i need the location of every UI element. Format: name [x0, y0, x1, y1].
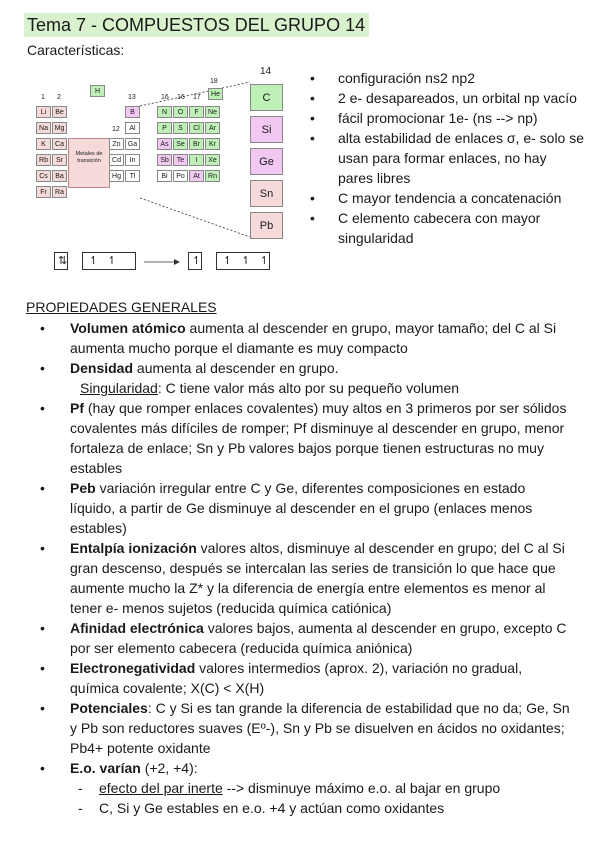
group-label: 13 [128, 94, 136, 101]
element-cell: Ra [52, 186, 67, 198]
element-cell: Al [125, 122, 140, 134]
element-cell: B [125, 106, 140, 118]
property-term: Entalpía ionización [70, 540, 197, 556]
property-item [26, 478, 574, 538]
orbital-box-p-promoted: ↿ ↿ ↿ [216, 252, 270, 270]
element-cell: Po [173, 170, 188, 182]
group-label: 2 [57, 94, 61, 101]
property-text: valores bajos, aumenta al descender en grupo, excepto C por ser elemento cabecera (reducida química aniónica) [70, 620, 567, 656]
property-item [26, 618, 574, 658]
group-14-element: C [250, 84, 283, 111]
characteristic-item: • C mayor tendencia a concatenación [310, 188, 585, 208]
group-label: 1 [41, 94, 45, 101]
property-item [26, 758, 574, 778]
group-label: 17 [193, 94, 201, 101]
element-cell: Xe [205, 154, 220, 166]
group-14-element: Sn [250, 180, 283, 207]
element-cell: O [173, 106, 188, 118]
page-title: Tema 7 - COMPUESTOS DEL GRUPO 14 [24, 13, 369, 37]
element-cell: Sb [157, 154, 172, 166]
property-term: Volumen atómico [70, 320, 186, 336]
periodic-table-figure [24, 62, 294, 276]
element-cell: Rb [36, 154, 51, 166]
property-text: aumenta al descender en grupo. [133, 360, 339, 376]
property-term: Potenciales [70, 700, 148, 716]
oxidation-note [26, 798, 574, 818]
element-cell: Rn [205, 170, 220, 182]
element-cell: P [157, 122, 172, 134]
property-text: (hay que romper enlaces covalentes) muy altos en 3 primeros por ser sólidos covalentes más difíciles de romper; Pf disminuye al descender en grupo, menor fortaleza de enlace; Sn y Pb valores bajos porque tienen estructuras no muy estables [70, 400, 567, 476]
group-label: 12 [112, 126, 120, 133]
element-cell: Ba [52, 170, 67, 182]
property-text: : C y Si es tan grande la diferencia de estabilidad que no da; Ge, Sn y Pb son reductores suaves (Eº-), Sn y Pb se disuelven en ácidos no oxidantes; Pb4+ potente oxidante [70, 700, 570, 756]
orbital-box-p: ↿ ↿ [82, 252, 136, 270]
property-item [26, 398, 574, 478]
element-cell: Fr [36, 186, 51, 198]
singularity-text: : C tiene valor más alto por su pequeño volumen [157, 380, 460, 396]
element-cell: S [173, 122, 188, 134]
characteristic-item: • configuración ns2 np2 [310, 68, 585, 88]
orbital-box-s: ⇅ [54, 252, 68, 270]
element-cell: Tl [125, 170, 140, 182]
oxidation-text: C, Si y Ge estables en e.o. +4 y actúan como oxidantes [99, 800, 445, 816]
group-14-element: Si [250, 116, 283, 143]
subtitle: Características: [27, 42, 125, 58]
property-text: aumenta al descender en grupo, mayor tamaño; del C al Si aumenta mucho porque el diamante es muy compacto [70, 320, 557, 356]
element-cell: As [157, 138, 172, 150]
oxidation-text: --> disminuye máximo e.o. al bajar en grupo [222, 780, 501, 796]
element-cell: Mg [52, 122, 67, 134]
property-text: valores intermedios (aprox. 2), variación no gradual, química covalente; X(C) < X(H) [70, 660, 523, 696]
group-label: 16 [161, 94, 169, 101]
element-cell: Ca [52, 138, 67, 150]
element-cell: He [208, 88, 223, 100]
element-cell: Na [36, 122, 51, 134]
element-cell: Sr [52, 154, 67, 166]
element-cell: Li [36, 106, 51, 118]
arrow-head [174, 259, 180, 265]
property-term: Pf [70, 400, 84, 416]
group-label: 16 [177, 94, 185, 101]
characteristic-item: • fácil promocionar 1e- (ns --> np) [310, 108, 585, 128]
element-cell: At [189, 170, 204, 182]
property-item [26, 358, 574, 378]
element-cell: Kr [205, 138, 220, 150]
element-cell: Ar [205, 122, 220, 134]
section-title: PROPIEDADES GENERALES [26, 299, 217, 315]
element-cell: In [125, 154, 140, 166]
element-cell: Te [173, 154, 188, 166]
property-term: Electronegatividad [70, 660, 196, 676]
inert-pair-label: efecto del par inerte [99, 780, 223, 796]
group-14-element: Ge [250, 148, 283, 175]
element-cell: Bi [157, 170, 172, 182]
properties-list [26, 318, 574, 818]
property-text: variación irregular entre C y Ge, diferentes composiciones en estado líquido, a partir de Ge disminuye al descender en el grupo (enlaces menos estables) [70, 480, 533, 536]
orbital-box-s-promoted: ↿ [188, 252, 202, 270]
property-item [26, 538, 574, 618]
property-text: valores altos, disminuye al descender en grupo; del C al Si gran descenso, después se intercalan las series de transición lo que hace que aumente mucho la Z* y la diferencia de energía entre elementos es menor al tener e- menos sujetos (reducida química catiónica) [70, 540, 565, 616]
property-term: Peb [70, 480, 96, 496]
element-cell: H [90, 85, 105, 97]
transition-metals-block: Metales de transición [68, 138, 110, 188]
element-cell: Hg [109, 170, 124, 182]
group-14-element: Pb [250, 212, 283, 239]
element-cell: F [189, 106, 204, 118]
group-label: 18 [210, 78, 218, 85]
group-14-label: 14 [260, 66, 272, 77]
element-cell: K [36, 138, 51, 150]
property-term: Densidad [70, 360, 134, 376]
element-cell: Cd [109, 154, 124, 166]
characteristic-item: • alta estabilidad de enlaces σ, e- solo se usan para formar enlaces, no hay pares libres [310, 128, 585, 188]
element-cell: Be [52, 106, 67, 118]
characteristics-list [310, 68, 585, 248]
characteristic-item: • 2 e- desapareados, un orbital np vacío [310, 88, 585, 108]
element-cell: Cs [36, 170, 51, 182]
element-cell: Br [189, 138, 204, 150]
element-cell: N [157, 106, 172, 118]
oxidation-note [26, 778, 574, 798]
singularity-note [26, 378, 574, 398]
property-text: (+2, +4): [140, 760, 198, 776]
characteristic-item: • C elemento cabecera con mayor singularidad [310, 208, 585, 248]
element-cell: Ne [205, 106, 220, 118]
property-term: E.o. varían [70, 760, 141, 776]
element-cell: I [189, 154, 204, 166]
element-cell: Ga [125, 138, 140, 150]
element-cell: Se [173, 138, 188, 150]
property-item [26, 318, 574, 358]
element-cell: Zn [109, 138, 124, 150]
element-cell: Cl [189, 122, 204, 134]
property-item [26, 658, 574, 698]
property-item [26, 698, 574, 758]
property-term: Afinidad electrónica [70, 620, 204, 636]
singularity-label: Singularidad [80, 380, 158, 396]
